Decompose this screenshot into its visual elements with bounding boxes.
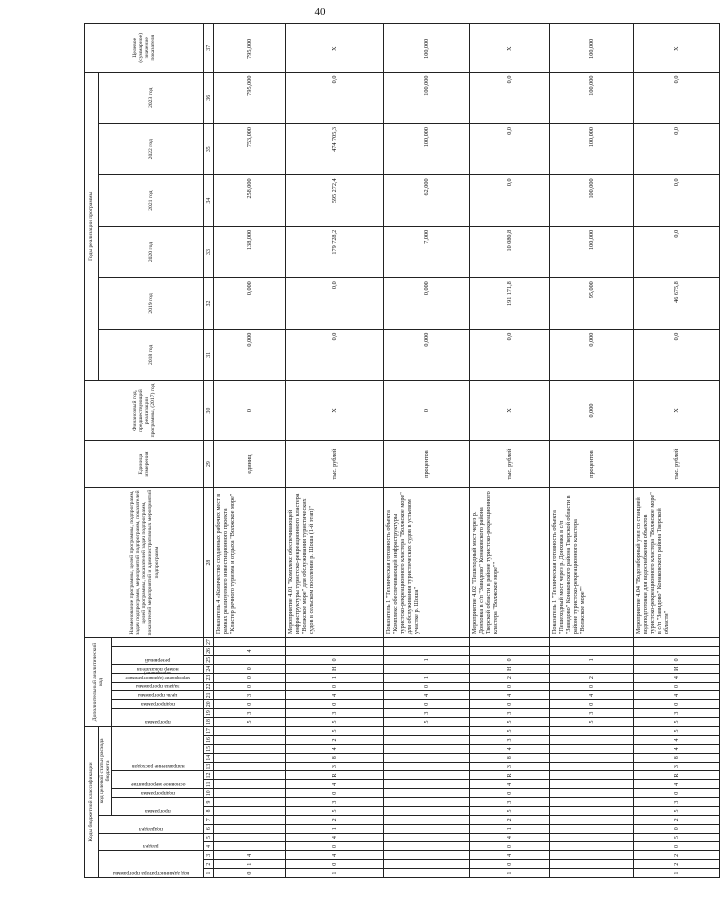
code-cell — [384, 726, 470, 735]
row-2021-cell: 62,000 — [384, 175, 470, 226]
code-cell: 5 — [634, 718, 720, 727]
year-2019-header: 2019 год — [99, 278, 204, 329]
code-cell — [384, 789, 470, 798]
code-cell — [384, 842, 470, 851]
code-cell — [550, 860, 634, 869]
code-cell: 1 — [286, 869, 384, 878]
code-cell: 0 — [634, 700, 720, 709]
row-2019-cell: 0,000 — [384, 278, 470, 329]
code-cell: 0 — [470, 655, 550, 664]
code-cell: 3 — [634, 798, 720, 807]
rotated-sheet — [84, 23, 680, 878]
column-number: 21 — [205, 692, 212, 699]
code-cell — [550, 647, 634, 656]
code-cell: 1 — [286, 824, 384, 833]
code-cell: 0 — [286, 700, 384, 709]
code-cell — [550, 780, 634, 789]
code-cell: 0 — [214, 682, 286, 691]
code-cell: 1 — [470, 824, 550, 833]
year-2023-header: 2023 год — [99, 72, 204, 123]
code-cell — [286, 647, 384, 656]
column-number: 8 — [204, 807, 214, 816]
code-cell: 0 — [286, 860, 384, 869]
row-2020-cell: 179 728,2 — [286, 226, 384, 277]
row-target-cell: X — [286, 24, 384, 73]
code-cell — [214, 789, 286, 798]
code-cell: 4 — [214, 851, 286, 860]
code-cell — [214, 655, 286, 664]
row-2018-cell: 0,0 — [470, 329, 550, 380]
code-cell: 1 — [470, 869, 550, 878]
code-cell — [384, 753, 470, 762]
code-cell: 4 — [384, 691, 470, 700]
code-cell — [214, 815, 286, 824]
code-cell — [550, 807, 634, 816]
code-cell — [214, 798, 286, 807]
code-cell — [384, 798, 470, 807]
code-cell: 2 — [634, 851, 720, 860]
code-cell — [384, 807, 470, 816]
code-cell — [214, 780, 286, 789]
code-cell — [214, 726, 286, 735]
code-cell — [214, 736, 286, 745]
code-cell — [214, 807, 286, 816]
subprogram-code-header: подпрограмма — [112, 789, 204, 798]
code-cell: 5 — [634, 726, 720, 735]
row-name-cell: Мероприятие 4.01 "Комплекс обеспечивающей инфраструктуры туристско-рекреационного кластера "Волжское море" для обслуживания туристических судов в сельском поселении р. Шоша (1-й этап)" — [286, 488, 384, 638]
row-unit-cell: процентов — [384, 441, 470, 488]
code-cell: 0 — [214, 869, 286, 878]
code-cell: 4 — [286, 833, 384, 842]
code-cell: 0 — [286, 655, 384, 664]
column-number: 6 — [204, 824, 214, 833]
an-program-header: программа — [112, 709, 204, 727]
column-number: 12 — [205, 772, 212, 779]
code-cell: 0 — [214, 700, 286, 709]
code-cell — [214, 753, 286, 762]
direction-header: направление расходов — [112, 726, 204, 771]
code-cell: 0 — [470, 700, 550, 709]
code-cell: 3 — [470, 798, 550, 807]
code-cell: 0 — [634, 655, 720, 664]
row-name-cell: Показатель 4 «Количество созданных рабочих мест в рамках реализуемого инвестиционного проекта "Кластер речного туризма и отдыха "Волжское море" — [214, 488, 286, 638]
row-2018-cell: 0,000 — [214, 329, 286, 380]
code-cell: 0 — [470, 842, 550, 851]
code-cell: 2 — [550, 673, 634, 682]
code-cell: 0 — [286, 682, 384, 691]
code-cell: 2 — [634, 815, 720, 824]
row-2023-cell: 0,0 — [286, 72, 384, 123]
column-number: 24 — [205, 665, 212, 672]
code-cell: 0 — [286, 789, 384, 798]
column-number: 7 — [204, 815, 214, 824]
code-cell — [550, 869, 634, 878]
code-cell: 2 — [470, 673, 550, 682]
column-number: 3 — [204, 851, 214, 860]
code-cell — [550, 851, 634, 860]
code-cell — [214, 638, 286, 647]
code-cell: 3 — [214, 709, 286, 718]
code-cell: R — [634, 771, 720, 780]
code-cell: 3 — [470, 736, 550, 745]
code-cell: 5 — [286, 807, 384, 816]
code-cell: 4 — [634, 744, 720, 753]
code-cell: 4 — [470, 780, 550, 789]
code-cell: 5 — [634, 807, 720, 816]
code-cell — [550, 771, 634, 780]
row-fin-year-cell: 0 — [214, 381, 286, 441]
code-cell: 4 — [286, 744, 384, 753]
code-cell: 3 — [286, 709, 384, 718]
code-cell: 0 — [384, 700, 470, 709]
code-cell — [214, 762, 286, 771]
column-number: 32 — [204, 278, 214, 329]
row-2022-cell: 0,0 — [470, 124, 550, 175]
an-task-header: задача программы — [112, 682, 204, 691]
row-2021-cell: 0,0 — [470, 175, 550, 226]
code-cell — [384, 780, 470, 789]
an-indicator-header: номер показателя — [112, 664, 204, 673]
year-2022-header: 2022 год — [99, 124, 204, 175]
row-unit-cell: единиц — [214, 441, 286, 488]
row-2022-cell: 474 705,3 — [286, 124, 384, 175]
code-cell: 4 — [470, 833, 550, 842]
code-cell — [470, 647, 550, 656]
code-cell: 3 — [384, 709, 470, 718]
code-cell: 1 — [550, 655, 634, 664]
unit-column-header: Единица измерения — [85, 441, 204, 488]
code-cell: Н — [470, 664, 550, 673]
table-row — [214, 24, 286, 878]
row-2018-cell: 0,0 — [286, 329, 384, 380]
code-cell — [550, 762, 634, 771]
code-cell: 4 — [550, 691, 634, 700]
code-cell — [550, 664, 634, 673]
code-cell: 5 — [470, 726, 550, 735]
main-direction-header: основное мероприятие — [112, 771, 204, 789]
code-cell — [550, 842, 634, 851]
column-number: 16 — [205, 737, 212, 743]
code-cell: 4 — [634, 673, 720, 682]
code-cell: 3 — [470, 709, 550, 718]
row-unit-cell: тыс. рублей — [634, 441, 720, 488]
code-cell: 4 — [286, 780, 384, 789]
section-header: раздел — [99, 833, 204, 851]
an-blank-header — [112, 638, 204, 647]
column-number: 36 — [204, 72, 214, 123]
row-2021-cell: 0,0 — [634, 175, 720, 226]
row-fin-year-cell: 0,000 — [550, 381, 634, 441]
code-cell — [550, 744, 634, 753]
code-cell — [634, 647, 720, 656]
row-target-cell: 100,000 — [550, 24, 634, 73]
code-cell: 4 — [286, 851, 384, 860]
column-number: 35 — [204, 124, 214, 175]
code-cell: 4 — [634, 780, 720, 789]
code-cell — [384, 851, 470, 860]
column-number: 25 — [205, 656, 212, 663]
row-target-cell: 795,000 — [214, 24, 286, 73]
code-cell — [550, 833, 634, 842]
admin-code-header: код администратора программы — [99, 851, 204, 878]
row-fin-year-cell: X — [470, 381, 550, 441]
code-cell: 0 — [634, 842, 720, 851]
column-number: 18 — [205, 719, 212, 725]
column-number: 10 — [205, 790, 212, 797]
code-cell: 3 — [550, 709, 634, 718]
code-cell: 0 — [214, 664, 286, 673]
code-cell — [550, 815, 634, 824]
code-cell: 0 — [634, 682, 720, 691]
row-2020-cell: 138,000 — [214, 226, 286, 277]
code-cell: R — [470, 771, 550, 780]
code-cell: 0 — [470, 682, 550, 691]
code-cell — [384, 664, 470, 673]
column-number: 37 — [204, 24, 214, 73]
code-cell: 1 — [634, 869, 720, 878]
code-cell — [384, 736, 470, 745]
code-cell: 0 — [286, 842, 384, 851]
code-cell: 4 — [634, 691, 720, 700]
budget-codes-header: Коды бюджетной классификации — [85, 726, 99, 877]
column-number: 22 — [205, 683, 212, 690]
table-row — [634, 24, 720, 878]
code-cell — [550, 798, 634, 807]
code-cell — [550, 726, 634, 735]
code-cell — [634, 638, 720, 647]
code-cell: R — [286, 771, 384, 780]
code-cell — [550, 638, 634, 647]
row-2019-cell: 95,000 — [550, 278, 634, 329]
column-number: 26 — [205, 648, 212, 654]
table-row — [384, 24, 470, 878]
column-number: 17 — [205, 728, 212, 734]
column-number: 23 — [205, 674, 212, 681]
row-name-cell: Показатель 1 "Техническая готовность объекта "Комплекс обеспечивающей инфраструктуры туристско-рекреационного кластера "Волжское море" для обслуживания туристических судов в устьевом участке р. Шоша" — [384, 488, 470, 638]
code-cell: 2 — [470, 815, 550, 824]
code-cell — [384, 647, 470, 656]
row-2021-cell: 595 272,4 — [286, 175, 384, 226]
code-cell: 3 — [634, 762, 720, 771]
target-column-header: Целевое (суммарное) значение показателя — [85, 24, 204, 73]
code-cell: 5 — [634, 833, 720, 842]
program-table — [84, 23, 720, 878]
an-goal-header: цель программы — [112, 691, 204, 700]
code-cell: 0 — [214, 673, 286, 682]
code-cell — [214, 842, 286, 851]
column-number: 14 — [205, 754, 212, 761]
column-number: 19 — [205, 710, 212, 717]
code-cell: Н — [286, 664, 384, 673]
code-cell: 5 — [550, 718, 634, 727]
target-article-header: код целевой статьи расхода бюджета — [99, 726, 112, 815]
column-number: 11 — [205, 781, 212, 788]
code-cell: 3 — [214, 691, 286, 700]
row-2022-cell: 0,0 — [634, 124, 720, 175]
code-cell — [384, 869, 470, 878]
an-event-header: мероприятие (административное мероприятие) — [112, 673, 204, 682]
column-number: 9 — [204, 798, 214, 807]
row-2020-cell: 100,000 — [550, 226, 634, 277]
code-cell: 5 — [286, 718, 384, 727]
code-cell: 4 — [214, 647, 286, 656]
column-number: 15 — [205, 745, 212, 752]
row-unit-cell: процентов — [550, 441, 634, 488]
row-2022-cell: 753,000 — [214, 124, 286, 175]
code-cell: 8 — [470, 753, 550, 762]
program-code-header: программа — [112, 798, 204, 816]
fin-year-column-header: Финансовый год, предшествующий реализации программы, (2017) год — [85, 381, 204, 441]
column-number: 1 — [204, 869, 214, 878]
row-2022-cell: 100,000 — [384, 124, 470, 175]
row-fin-year-cell: X — [634, 381, 720, 441]
row-2021-cell: 100,000 — [550, 175, 634, 226]
code-cell — [384, 744, 470, 753]
row-target-cell: X — [470, 24, 550, 73]
row-target-cell: 100,000 — [384, 24, 470, 73]
code-cell: 4 — [286, 691, 384, 700]
code-cell — [550, 753, 634, 762]
code-cell — [550, 789, 634, 798]
row-unit-cell: тыс. рублей — [470, 441, 550, 488]
row-2022-cell: 100,000 — [550, 124, 634, 175]
row-2023-cell: 100,000 — [384, 72, 470, 123]
row-2019-cell: 0,0 — [286, 278, 384, 329]
table-row — [550, 24, 634, 878]
year-2018-header: 2018 год — [99, 329, 204, 380]
name-column-header: Наименование программы, целей программы, подпрограмм, задач подпрограмм, мероприятий подпрограмм, показателей целей программы, показателей задач подпрограмм, показателей мероприятий и административных мероприятий подпрограмм — [85, 488, 204, 638]
table-row — [470, 24, 550, 878]
code-cell — [214, 833, 286, 842]
row-fin-year-cell: 0 — [384, 381, 470, 441]
code-cell: 0 — [384, 682, 470, 691]
row-2023-cell: 795,000 — [214, 72, 286, 123]
column-number: 5 — [204, 833, 214, 842]
code-cell: 5 — [286, 726, 384, 735]
code-cell: 5 — [384, 718, 470, 727]
an-reserve-header: резервный — [112, 647, 204, 665]
row-2018-cell: 0,0 — [634, 329, 720, 380]
row-2023-cell: 100,000 — [550, 72, 634, 123]
code-cell — [384, 815, 470, 824]
code-cell — [470, 638, 550, 647]
column-number: 33 — [204, 226, 214, 277]
code-cell — [214, 771, 286, 780]
code-cell: 8 — [634, 753, 720, 762]
code-cell: 0 — [550, 682, 634, 691]
code-cell: 4 — [470, 851, 550, 860]
code-cell — [214, 744, 286, 753]
row-name-cell: Мероприятие 4.04 "Водозаборный узел со станцией водоподготовки для водоснабжения объектов туристско-рекреационного кластера "Волжское море" в с/п "Завидово" Конаковского района Тверской области" — [634, 488, 720, 638]
column-number: 30 — [204, 381, 214, 441]
code-cell: 1 — [286, 673, 384, 682]
row-fin-year-cell: X — [286, 381, 384, 441]
row-name-cell: Показатель 1 "Техническая готовность объекта "Пешеходный мост через р. Донховка в с/п "Завидово" Конаковского района Тверской области в районе туристско-рекреационного кластера "Волжское море"" — [550, 488, 634, 638]
column-number-row — [204, 24, 214, 878]
code-cell — [384, 833, 470, 842]
column-number: 4 — [204, 842, 214, 851]
row-2020-cell: 0,0 — [634, 226, 720, 277]
row-unit-cell: тыс. рублей — [286, 441, 384, 488]
code-cell — [550, 824, 634, 833]
code-cell: И — [634, 664, 720, 673]
year-2020-header: 2020 год — [99, 226, 204, 277]
code-cell — [286, 638, 384, 647]
code-cell: 8 — [286, 753, 384, 762]
column-number: 2 — [204, 860, 214, 869]
code-cell: 3 — [470, 762, 550, 771]
column-number: 31 — [204, 329, 214, 380]
code-cell — [550, 736, 634, 745]
code-cell — [384, 762, 470, 771]
year-2021-header: 2021 год — [99, 175, 204, 226]
code-cell: 0 — [634, 824, 720, 833]
row-2020-cell: 10 080,8 — [470, 226, 550, 277]
an-subprogram-header: подпрограмма — [112, 700, 204, 709]
row-target-cell: X — [634, 24, 720, 73]
code-cell: 0 — [550, 700, 634, 709]
code-cell — [384, 824, 470, 833]
code-cell: 1 — [214, 860, 286, 869]
code-cell: 4 — [634, 736, 720, 745]
page-number: 40 — [314, 6, 326, 18]
code-cell: 5 — [470, 807, 550, 816]
code-cell: 0 — [470, 860, 550, 869]
code-cell: 5 — [470, 718, 550, 727]
column-number: 29 — [204, 441, 214, 488]
code-cell: 5 — [214, 718, 286, 727]
column-number: 20 — [205, 701, 212, 708]
row-2019-cell: 46 675,8 — [634, 278, 720, 329]
code-cell: 0 — [470, 789, 550, 798]
row-2019-cell: 0,000 — [214, 278, 286, 329]
code-cell: 4 — [470, 691, 550, 700]
code-cell: 2 — [286, 736, 384, 745]
code-cell — [384, 771, 470, 780]
row-2021-cell: 258,000 — [214, 175, 286, 226]
analytic-code-header: Дополнительный аналитический код — [85, 638, 112, 727]
code-cell: 2 — [286, 815, 384, 824]
column-number: 34 — [204, 175, 214, 226]
code-cell: 0 — [634, 789, 720, 798]
code-cell: 1 — [384, 655, 470, 664]
table-row — [286, 24, 384, 878]
code-cell — [214, 824, 286, 833]
code-cell: 1 — [384, 673, 470, 682]
code-cell — [384, 638, 470, 647]
row-2023-cell: 0,0 — [634, 72, 720, 123]
column-number: 13 — [205, 763, 212, 770]
code-cell: 2 — [634, 860, 720, 869]
code-cell: 3 — [286, 762, 384, 771]
years-group-header: Годы реализации программы — [85, 72, 99, 380]
code-cell: 4 — [470, 744, 550, 753]
row-2019-cell: 191 171,8 — [470, 278, 550, 329]
row-2023-cell: 0,0 — [470, 72, 550, 123]
column-number: 28 — [204, 488, 214, 638]
code-cell: 3 — [634, 709, 720, 718]
code-cell — [384, 860, 470, 869]
code-cell: 3 — [286, 798, 384, 807]
row-2018-cell: 0,000 — [384, 329, 470, 380]
subsection-header: подраздел — [99, 815, 204, 833]
row-name-cell: Мероприятие 4.02 "Пешеходный мост через р. Донховка в с/п "Завидово" Конаковского района Тверской области в районе туристско-рекреационного кластера "Волжское море"" — [470, 488, 550, 638]
row-2018-cell: 0,000 — [550, 329, 634, 380]
row-2020-cell: 7,000 — [384, 226, 470, 277]
column-number: 27 — [205, 639, 212, 645]
